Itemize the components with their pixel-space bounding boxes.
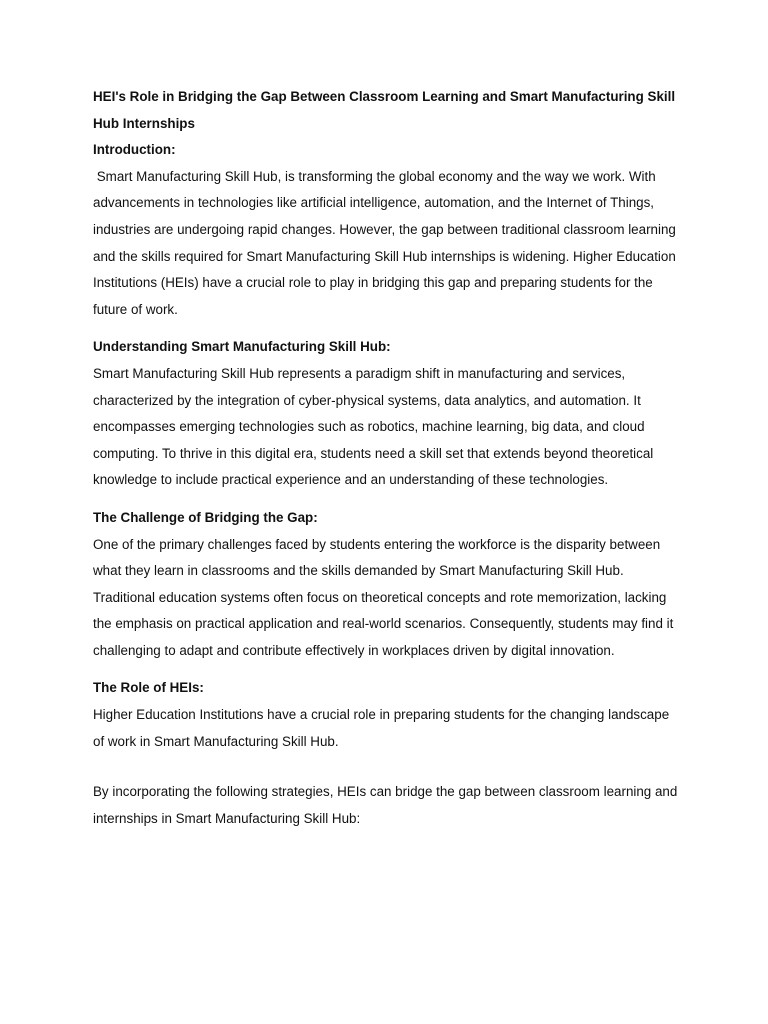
section-heading-role-of-heis: The Role of HEIs: xyxy=(93,680,204,696)
section-text-role-of-heis: Higher Education Institutions have a crucial role in preparing students for the changing landscape of work in Smart Manufacturing Skill Hub. xyxy=(93,707,670,749)
section-heading-challenge: The Challenge of Bridging the Gap: xyxy=(93,509,318,525)
section-heading-introduction: Introduction: xyxy=(93,142,176,158)
closing-paragraph: By incorporating the following strategies, HEIs can bridge the gap between classroom learning and internships in Smart Manufacturing Skill Hub: xyxy=(93,784,678,826)
section-text-introduction: Smart Manufacturing Skill Hub, is transforming the global economy and the way we work. With advancements in technologies like artificial intelligence, automation, and the Internet of Things, industries are undergoing rapid changes. However, the gap between traditional classroom learning and the skills required for Smart Manufacturing Skill Hub internships is widening. Higher Education Institutions (HEIs) have a crucial role to play in bridging this gap and preparing students for the future of work. xyxy=(93,168,680,317)
section-heading-understanding: Understanding Smart Manufacturing Skill Hub: xyxy=(93,339,391,355)
section-text-understanding: Smart Manufacturing Skill Hub represents a paradigm shift in manufacturing and services, characterized by the integration of cyber-physical systems, data analytics, and automation. It encompasses emerging technologies such as robotics, machine learning, big data, and cloud computing. To thrive in this digital era, students need a skill set that extends beyond theoretical knowledge to include practical experience and an understanding of these technologies. xyxy=(93,365,654,488)
document-title: HEI's Role in Bridging the Gap Between Classroom Learning and Smart Manufacturing Skill Hub Internships xyxy=(93,89,676,131)
document-page xyxy=(93,84,683,832)
section-text-challenge: One of the primary challenges faced by students entering the workforce is the disparity between what they learn in classrooms and the skills demanded by Smart Manufacturing Skill Hub. Traditional education systems often focus on theoretical concepts and rote memorization, lacking the emphasis on practical application and real-world scenarios. Consequently, students may find it challenging to adapt and contribute effectively in workplaces driven by digital innovation. xyxy=(93,536,674,658)
